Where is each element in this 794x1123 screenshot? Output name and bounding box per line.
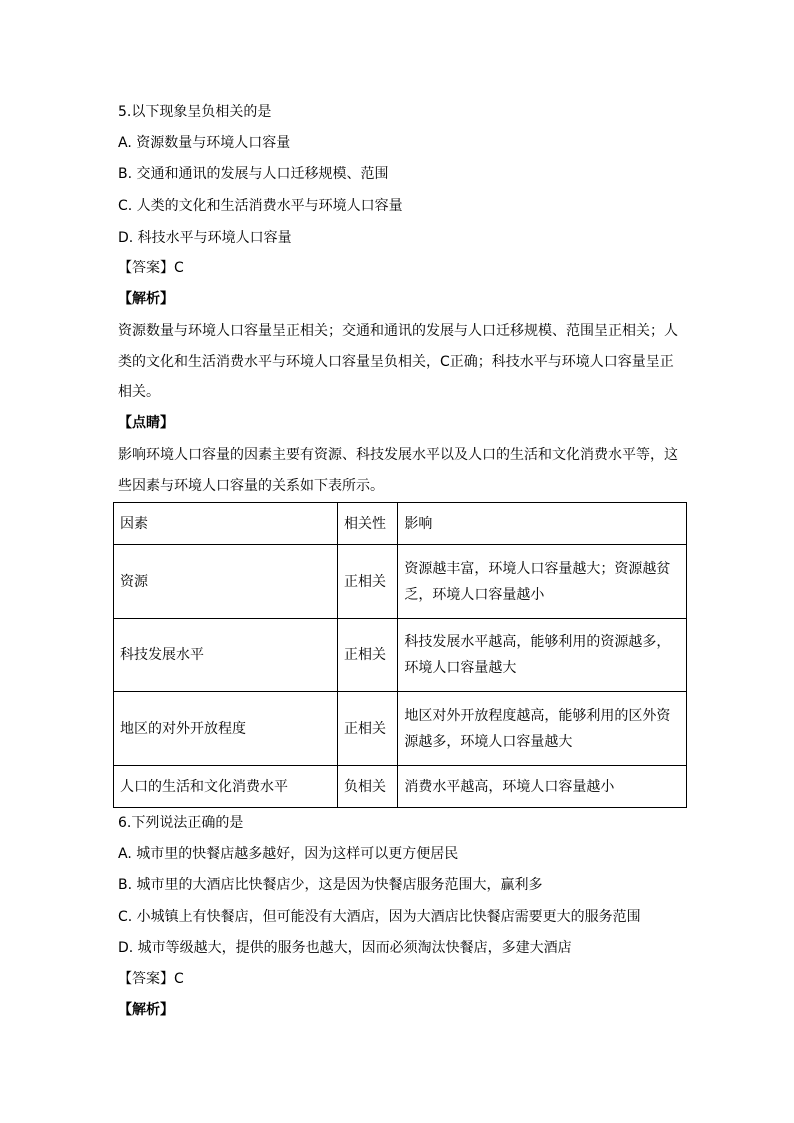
q5-stem: 5.以下现象呈负相关的是 [118, 104, 272, 120]
effect-line: 环境人口容量越大 [404, 660, 517, 676]
q5-option-b: B. 交通和通讯的发展与人口迁移规模、范围 [118, 166, 389, 182]
q5-analysis-line-3: 相关。 [118, 384, 160, 400]
effect-line: 资源越丰富，环境人口容量越大；资源越贫 [404, 560, 671, 577]
q6-option-c: C. 小城镇上有快餐店，但可能没有大酒店，因为大酒店比快餐店需要更大的服务范围 [118, 909, 641, 925]
table-header-effect: 影响 [398, 503, 687, 545]
effect-line: 源越多，环境人口容量越大 [404, 733, 573, 750]
q6-option-a: A. 城市里的快餐店越多越好，因为这样可以更方便居民 [118, 846, 459, 862]
table-cell-factor: 资源 [114, 545, 338, 619]
table-header-relation: 相关性 [338, 503, 398, 545]
table-cell-factor: 地区的对外开放程度 [114, 692, 338, 766]
table-cell-effect [398, 692, 687, 766]
table-row [114, 619, 687, 692]
effect-line: 乏，环境人口容量越小 [404, 586, 545, 603]
table-row [114, 545, 687, 619]
effect-line: 消费水平越高，环境人口容量越小 [404, 778, 615, 795]
q5-tip-label: 【点睛】 [118, 415, 174, 431]
q6-analysis-label: 【解析】 [118, 1002, 174, 1018]
effect-line: 科技发展水平越高，能够利用的资源越多， [404, 634, 671, 650]
effect-line: 地区对外开放程度越高，能够利用的区外资 [404, 707, 671, 724]
q5-option-a: A. 资源数量与环境人口容量 [118, 135, 291, 151]
q6-answer: 【答案】C [118, 971, 184, 987]
q5-tip-line-1: 影响环境人口容量的因素主要有资源、科技发展水平以及人口的生活和文化消费水平等，这 [118, 447, 678, 463]
factor-table [113, 502, 687, 808]
table-cell-factor: 人口的生活和文化消费水平 [114, 766, 338, 808]
q5-analysis-line-1: 资源数量与环境人口容量呈正相关；交通和通讯的发展与人口迁移规模、范围呈正相关；人 [118, 323, 678, 339]
table-cell-effect [398, 619, 687, 692]
table-cell-relation: 正相关 [338, 692, 398, 766]
table-row [114, 692, 687, 766]
table-cell-factor: 科技发展水平 [114, 619, 338, 692]
table-cell-relation: 正相关 [338, 619, 398, 692]
table-row [114, 766, 687, 808]
table-cell-effect [398, 545, 687, 619]
q5-answer: 【答案】C [118, 260, 184, 276]
q5-option-c: C. 人类的文化和生活消费水平与环境人口容量 [118, 198, 403, 214]
q6-option-b: B. 城市里的大酒店比快餐店少，这是因为快餐店服务范围大，赢利多 [118, 877, 543, 893]
q5-option-d: D. 科技水平与环境人口容量 [118, 230, 292, 246]
table-cell-effect [398, 766, 687, 808]
q6-stem: 6.下列说法正确的是 [118, 815, 244, 831]
q6-option-d: D. 城市等级越大，提供的服务也越大，因而必须淘汰快餐店，多建大酒店 [118, 940, 572, 956]
table-header-row [114, 503, 687, 545]
q5-analysis-label: 【解析】 [118, 291, 174, 307]
table-cell-relation: 正相关 [338, 545, 398, 619]
q5-analysis-line-2: 类的文化和生活消费水平与环境人口容量呈负相关，C正确；科技水平与环境人口容量呈正 [118, 354, 674, 370]
q5-tip-line-2: 些因素与环境人口容量的关系如下表所示。 [118, 478, 384, 494]
table-header-factor: 因素 [114, 503, 338, 545]
table-cell-relation: 负相关 [338, 766, 398, 808]
